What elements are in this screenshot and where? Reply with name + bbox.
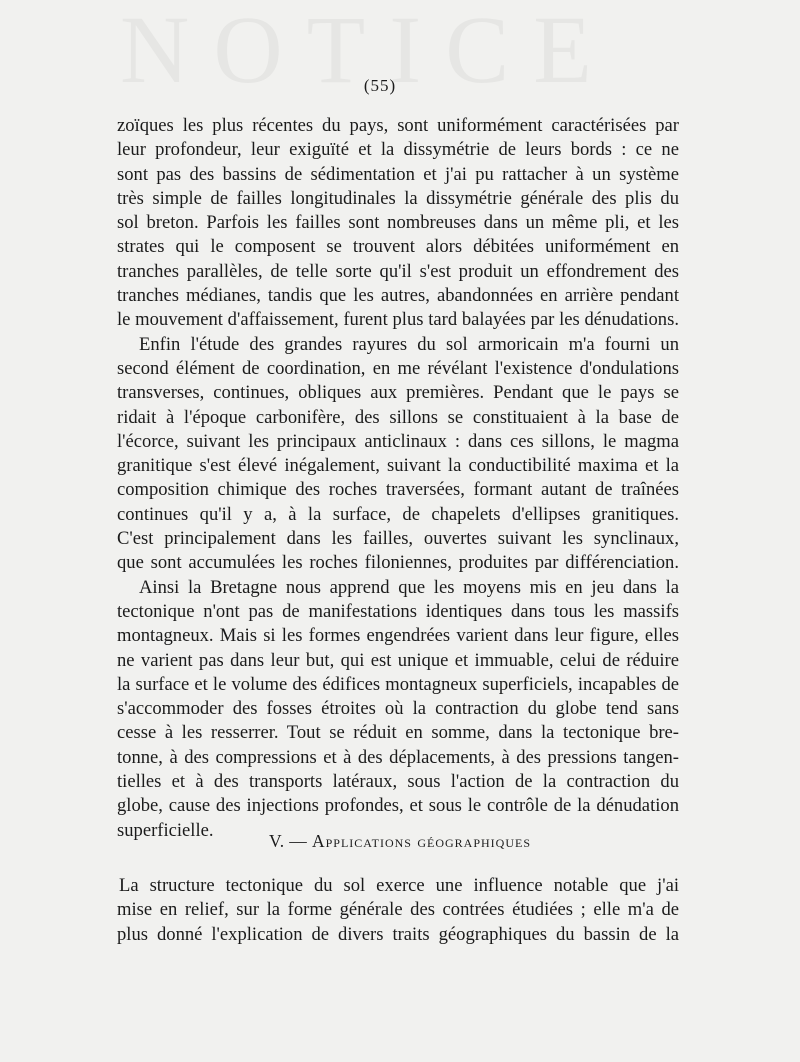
- text-line: sont pas des bassins de sédimentation et j'ai pu rattacher à un système: [117, 163, 679, 185]
- text-line: La structure tectonique du sol exerce une influence notable que j'ai: [119, 875, 679, 896]
- text-line: s'accommoder des fosses étroites où la contraction du globe tend sans: [117, 698, 679, 720]
- text-line: granitique s'est élevé inégalement, suivant la conductibilité maxima et la: [117, 455, 679, 477]
- paragraph-1: [117, 114, 679, 333]
- text-line: tonne, à des compressions et à des déplacements, à des pressions tangen-: [117, 746, 679, 768]
- page-number: (55): [363, 76, 397, 95]
- text-line: strates qui le composent se trouvent alors débitées uniformément en: [117, 236, 679, 258]
- text-line: transverses, continues, obliques aux premières. Pendant que le pays se: [117, 382, 679, 404]
- text-line: tielles et à des transports latéraux, sous l'action de la contraction du: [117, 771, 679, 793]
- text-line: composition chimique des roches traversées, formant autant de traînées: [117, 479, 679, 501]
- section-heading: [0, 831, 800, 852]
- text-line: tranches médianes, tandis que les autres, abandonnées en arrière pendant: [117, 285, 679, 307]
- text-line: que sont accumulées les roches filoniennes, produites par différenciation.: [117, 552, 679, 574]
- text-line: cesse à les resserrer. Tout se réduit en somme, dans la tectonique bre-: [117, 722, 679, 744]
- text-line: tranches parallèles, de telle sorte qu'il s'est produit un effondrement des: [117, 260, 679, 282]
- text-line: C'est principalement dans les failles, ouvertes suivant les synclinaux,: [117, 528, 679, 550]
- paragraph-2: [117, 333, 679, 576]
- text-line: Enfin l'étude des grandes rayures du sol armoricain m'a fourni un: [139, 333, 679, 355]
- text-line: le mouvement d'affaissement, furent plus tard balayées par les dénudations.: [117, 309, 679, 331]
- text-line: superficielle.: [117, 819, 214, 841]
- section-title: Applications géographiques: [311, 831, 532, 851]
- text-line: mise en relief, sur la forme générale des contrées étudiées ; elle m'a de: [117, 899, 679, 921]
- text-line: sol breton. Parfois les failles sont nombreuses dans un même pli, et les: [117, 212, 679, 234]
- text-line: second élément de coordination, en me révélant l'existence d'ondulations: [117, 357, 679, 379]
- text-line: globe, cause des injections profondes, et sous le contrôle de la dénudation: [117, 795, 679, 817]
- text-line: l'écorce, suivant les principaux anticlinaux : dans ces sillons, le magma: [117, 430, 679, 452]
- text-line: très simple de failles longitudinales la dissymétrie générale des plis du: [117, 187, 679, 209]
- text-line: ridait à l'époque carbonifère, des sillons se constituaient à la base de: [117, 406, 679, 428]
- text-line: montagneux. Mais si les formes engendrées varient dans leur figure, elles: [117, 625, 679, 647]
- paragraph-3: [117, 576, 679, 843]
- text-line: continues qu'il y a, à la surface, de chapelets d'ellipses granitiques.: [117, 503, 679, 525]
- text-line: zoïques les plus récentes du pays, sont uniformément caractérisées par: [117, 115, 679, 136]
- text-line: la surface et le volume des édifices montagneux superficiels, incapables de: [117, 673, 679, 695]
- text-line: tectonique n'ont pas de manifestations identiques dans tous les massifs: [117, 600, 679, 622]
- text-line: ne varient pas dans leur but, qui est unique et immuable, celui de réduire: [117, 649, 679, 671]
- text-line: plus donné l'explication de divers traits géographiques du bassin de la: [117, 923, 679, 945]
- paragraph-4: [117, 874, 679, 947]
- text-line: Ainsi la Bretagne nous apprend que les moyens mis en jeu dans la: [139, 576, 679, 598]
- text-line: leur profondeur, leur exiguïté et la dissymétrie de leurs bords : ce ne: [117, 139, 679, 161]
- section-number: V. —: [268, 831, 308, 851]
- main-text: [117, 114, 679, 843]
